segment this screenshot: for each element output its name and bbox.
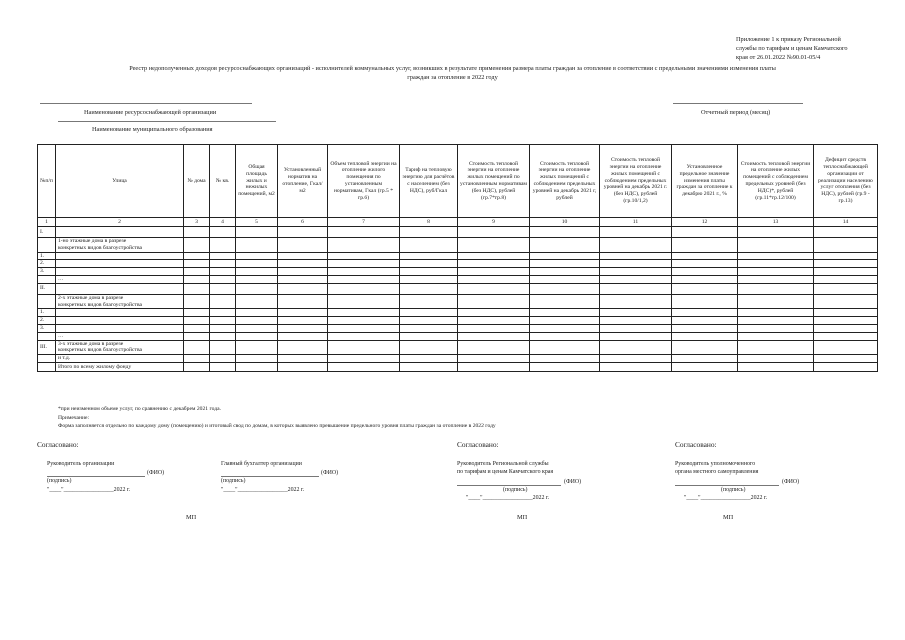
section-title-row [38,340,878,355]
col-number: 1 [38,218,56,227]
row-number: 3. [38,268,56,276]
appendix-line-2: службы по тарифам и ценам Камчатского [736,44,848,52]
section-title-row [38,294,878,309]
appendix-note [736,36,896,62]
municipality-line[interactable] [58,121,276,122]
agreed-heading: Согласовано: [675,440,717,449]
col-header: Улица [56,145,184,218]
table-row [38,268,878,276]
org-name-label: Наименование ресурсоснабжающей организации [84,109,217,116]
col-number: 9 [458,218,530,227]
municipal-sign-line[interactable] [675,485,779,486]
municipal-label-1: Руководитель уполномоченного [675,461,756,467]
table-row [38,275,878,283]
agreed-heading: Согласовано: [457,440,499,449]
col-number: 12 [672,218,738,227]
stamp-place-label: МП [517,514,528,521]
table-row [38,260,878,268]
row-number: 3. [38,324,56,332]
col-number: 14 [814,218,878,227]
etc-label: и т.д. [56,355,184,363]
municipality-label: Наименование муниципального образования [92,126,213,133]
row-number: 1. [38,252,56,260]
document-title [40,65,865,82]
section-title-row [38,238,878,253]
regional-label-1: Руководитель Региональной службы [457,461,549,467]
appendix-line-1: Приложение 1 к приказу Региональной [736,36,841,43]
head-org-sign-line[interactable] [47,476,145,477]
remark-text: Форма заполняется отдельно по каждому дому (помещению) и итоговый свод по домам, в которых выявлено превышение предельного уровня платы граждан за отопление в 2022 году [58,423,496,430]
chief-accountant-block [221,460,381,494]
municipal-block [675,460,855,503]
table-row [38,355,878,363]
col-number: 13 [738,218,814,227]
ellipsis: … [56,275,184,283]
col-number: 2 [56,218,184,227]
total-label: Итого по всему жилому фонду [56,362,184,371]
table-row [38,317,878,325]
signature-label: (подпись) [721,486,746,493]
fio-label: (ФИО) [782,478,800,485]
chief-acc-sign-line[interactable] [221,476,319,477]
stamp-place-label: МП [186,514,197,521]
footnote: *при неизменном объеме услуг, по сравнению с декабрем 2021 года. [58,406,221,412]
section-number: III. [38,340,56,355]
col-header: Установленное предельное значение изменения платы граждан за отопление к декабрю 2021 г., % [672,145,738,218]
col-header: №п/п [38,145,56,218]
section-row [38,227,878,238]
col-header: Стоимость тепловой энергии на отопление жилых помещений с соблюдением предельных уровней на декабрь 2021 г, рублей [530,145,600,218]
org-name-line[interactable] [40,103,252,104]
col-number: 7 [328,218,400,227]
fio-label: (ФИО) [564,478,582,485]
section-row [38,283,878,294]
table-row [38,332,878,340]
section-title: 3-х этажные дома в разрезе конкретных видов благоустройства [56,340,184,355]
col-header: № кв. [210,145,236,218]
signature-label: (подпись) [503,486,528,493]
chief-acc-label: Главный бухгалтер организации [221,461,302,467]
row-number: 2. [38,260,56,268]
col-number: 5 [236,218,278,227]
head-org-block [47,460,207,494]
section-number: II. [38,283,56,294]
fio-label: (ФИО) [147,470,165,477]
period-line[interactable] [673,103,803,104]
head-org-label: Руководитель организации [47,461,115,467]
section-number: I. [38,227,56,238]
signature-label: (подпись) [221,478,246,485]
col-header: Стоимость тепловой энергии на отопление жилых помещений с соблюдением предельных уровней на декабрь 2021 г. (без НДС), рублей (гр.10/1,2) [600,145,672,218]
total-row [38,362,878,371]
col-header: Стоимость тепловой энергии на отопление жилых помещений по установленным нормативам (без НДС), рублей (гр.7*гр.8) [458,145,530,218]
row-number: 2. [38,317,56,325]
regional-sign-line[interactable] [457,485,561,486]
col-number: 8 [400,218,458,227]
header-row [38,145,878,218]
col-number: 6 [278,218,328,227]
row-number: 1. [38,309,56,317]
title-line-1: Реестр недополученных доходов ресурсоснабжающих организаций - исполнителей коммунальных услуг, возникших в результате применения размера платы граждан за отопление в соответствии с предельными значениями изменения платы [129,65,776,72]
col-number: 4 [210,218,236,227]
col-header: Объем тепловой энергии на отопление жилого помещения по установленным нормативам, Гкал (гр.5 * гр.6) [328,145,400,218]
municipal-label-2: органа местного самоуправления [675,469,759,476]
ellipsis: … [56,332,184,340]
col-number: 10 [530,218,600,227]
title-line-2: граждан за отопление в 2022 году [407,73,498,81]
period-label: Отчетный период (месяц) [701,109,771,116]
table-row [38,252,878,260]
appendix-line-3: края от 26.01.2022 №90.01-05/4 [736,53,821,61]
date-line[interactable]: "____"_________________2022 г. [221,486,305,493]
fio-label: (ФИО) [321,470,339,477]
col-header: Общая площадь жилых и нежилых помещений, м2 [236,145,278,218]
notes-block [58,405,778,431]
col-header: Тариф на тепловую энергию для расчётов с населением (без НДС), руб/Гкал [400,145,458,218]
remark-label: Примечание: [58,414,90,421]
agreed-heading: Согласовано: [37,440,79,449]
register-table [37,144,878,372]
column-number-row [38,218,878,227]
col-header: Стоимость тепловой энергии на отопление жилых помещений с соблюдением предельных уровней (без НДС)*, рублей (гр.11*гр.12/100) [738,145,814,218]
date-line[interactable]: "____"_________________2022 г. [466,495,550,502]
table-row [38,324,878,332]
col-number: 3 [184,218,210,227]
col-number: 11 [600,218,672,227]
section-title: 2-х этажные дома в разрезе конкретных видов благоустройства [56,294,184,309]
date-line[interactable]: "____"_________________2022 г. [47,486,131,493]
col-header: № дома [184,145,210,218]
section-title: 1-но этажные дома в разрезе конкретных видов благоустройства [56,238,184,253]
table-row [38,309,878,317]
date-line[interactable]: "____"_________________2022 г. [684,495,768,502]
stamp-place-label: МП [723,514,734,521]
regional-block [457,460,637,503]
col-header: Установленный норматив на отопление, Гкал/м2 [278,145,328,218]
col-header: Дефицит средств теплоснабжающей организации от реализации населению услуг отопления (без НДС), рублей (гр.9 - гр.13) [814,145,878,218]
signature-label: (подпись) [47,478,72,485]
regional-label-2: по тарифам и ценам Камчатского края [457,469,554,476]
